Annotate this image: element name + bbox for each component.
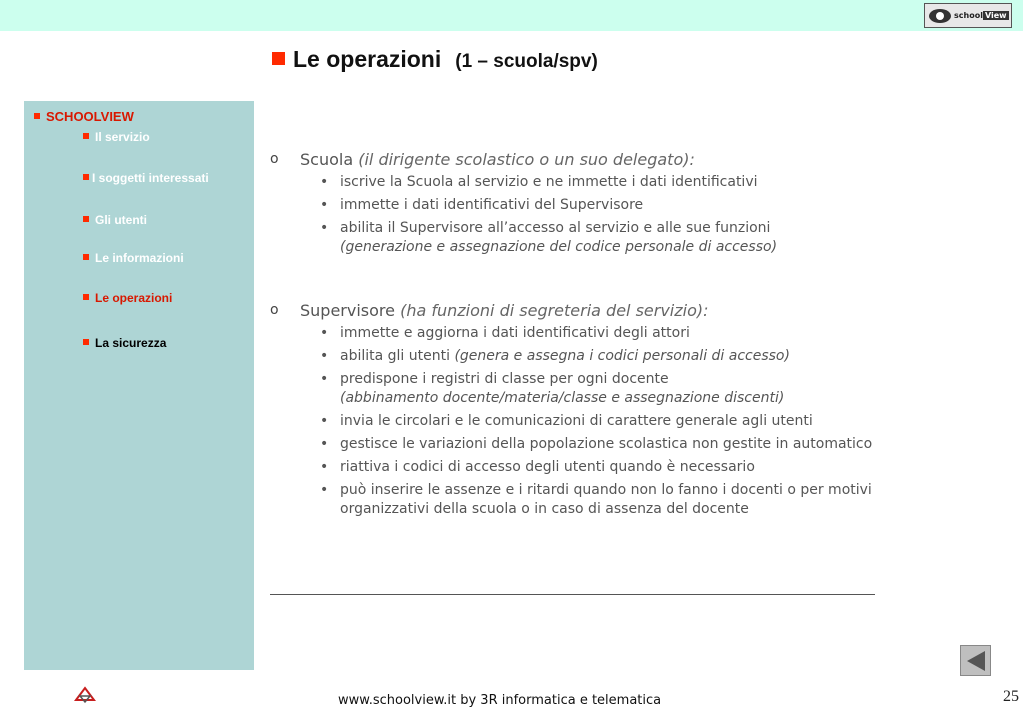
sidebar-item-label: SCHOOLVIEW: [46, 109, 134, 124]
title-main: Le operazioni: [293, 46, 442, 72]
bullet-icon: [34, 113, 40, 119]
list-item: [340, 481, 910, 519]
sidebar-nav: [24, 101, 254, 670]
list-item-text: immette e aggiorna i dati identificativi degli attori: [340, 325, 690, 341]
sidebar-item-label: I soggetti interessati: [92, 171, 209, 185]
title-sub: (1 – scuola/spv): [455, 51, 598, 72]
sidebar-item-utenti[interactable]: [83, 213, 147, 227]
sidebar-item-label: Le informazioni: [95, 251, 184, 265]
list-item: [340, 173, 910, 192]
sidebar-item-schoolview[interactable]: [34, 109, 134, 124]
sidebar-item-soggetti[interactable]: [83, 171, 209, 185]
list-item: [340, 458, 910, 477]
sidebar-item-label: Le operazioni: [95, 291, 173, 305]
list-item: [340, 347, 910, 366]
logo-text-b: View: [984, 11, 1007, 20]
logo-text: [954, 11, 1009, 20]
section-heading-note: (il dirigente scolastico o un suo delegato):: [358, 150, 695, 169]
sidebar-item-informazioni[interactable]: [83, 251, 184, 265]
sidebar-item-operazioni[interactable]: [83, 291, 172, 305]
section-scuola: [270, 150, 910, 257]
list-item-text: iscrive la Scuola al servizio e ne immette i dati identificativi: [340, 174, 758, 190]
list-item-text: può inserire le assenze e i ritardi quando non lo fanno i docenti o per motivi organizzativi della scuola o in caso di assenza del docente: [340, 482, 872, 517]
bullet-icon: [83, 294, 89, 300]
list-item: [340, 219, 910, 257]
list-item: [340, 370, 910, 408]
sidebar-item-sicurezza[interactable]: [83, 336, 166, 350]
back-button[interactable]: [960, 645, 991, 676]
list-item-text: immette i dati identificativi del Supervisore: [340, 197, 644, 213]
page-title: [272, 46, 598, 73]
list-item: [340, 412, 910, 431]
bullet-icon: [83, 133, 89, 139]
schoolview-logo: [924, 3, 1012, 28]
bullet-list: [270, 173, 910, 257]
list-item-text: riattiva i codici di accesso degli utenti quando è necessario: [340, 459, 755, 475]
list-item-text: predispone i registri di classe per ogni docente: [340, 371, 669, 387]
list-item-text: abilita gli utenti: [340, 348, 450, 364]
sidebar-item-label: Gli utenti: [95, 213, 147, 227]
bullet-icon: [83, 174, 89, 180]
title-bullet-icon: [272, 52, 285, 65]
list-item: [340, 196, 910, 215]
page-number: 25: [1003, 688, 1019, 705]
section-heading-text: Scuola: [300, 150, 354, 169]
section-heading-text: Supervisore: [300, 301, 395, 320]
3r-logo-icon: [74, 686, 96, 704]
list-item-text: gestisce le variazioni della popolazione scolastica non gestite in automatico: [340, 436, 873, 452]
back-arrow-icon: [967, 651, 985, 671]
list-item-text: abilita il Supervisore all’accesso al servizio e alle sue funzioni: [340, 220, 771, 236]
sidebar-item-servizio[interactable]: [83, 130, 150, 144]
circle-bullet-icon: o: [270, 302, 279, 318]
list-item-note: (genera e assegna i codici personali di accesso): [454, 348, 790, 364]
main-content: [270, 150, 910, 523]
circle-bullet-icon: o: [270, 151, 279, 167]
bullet-list: [270, 324, 910, 519]
bullet-icon: [83, 254, 89, 260]
list-item-text: invia le circolari e le comunicazioni di carattere generale agli utenti: [340, 413, 813, 429]
bullet-icon: [83, 216, 89, 222]
footer-text: www.schoolview.it by 3R informatica e telematica: [338, 693, 662, 708]
top-bar: [0, 0, 1023, 31]
bullet-icon: [83, 339, 89, 345]
section-heading-note: (ha funzioni di segreteria del servizio):: [400, 301, 709, 320]
logo-text-a: school: [954, 11, 983, 20]
list-item: [340, 435, 910, 454]
sidebar-item-label: Il servizio: [95, 130, 150, 144]
eye-icon: [929, 9, 951, 23]
section-heading: [270, 150, 910, 169]
list-item: [340, 324, 910, 343]
section-heading: [270, 301, 910, 320]
sidebar-item-label: La sicurezza: [95, 336, 167, 350]
list-item-note: (abbinamento docente/materia/classe e assegnazione discenti): [340, 390, 785, 406]
section-supervisore: [270, 301, 910, 519]
divider-line: [270, 594, 875, 595]
list-item-note: (generazione e assegnazione del codice personale di accesso): [340, 239, 778, 255]
